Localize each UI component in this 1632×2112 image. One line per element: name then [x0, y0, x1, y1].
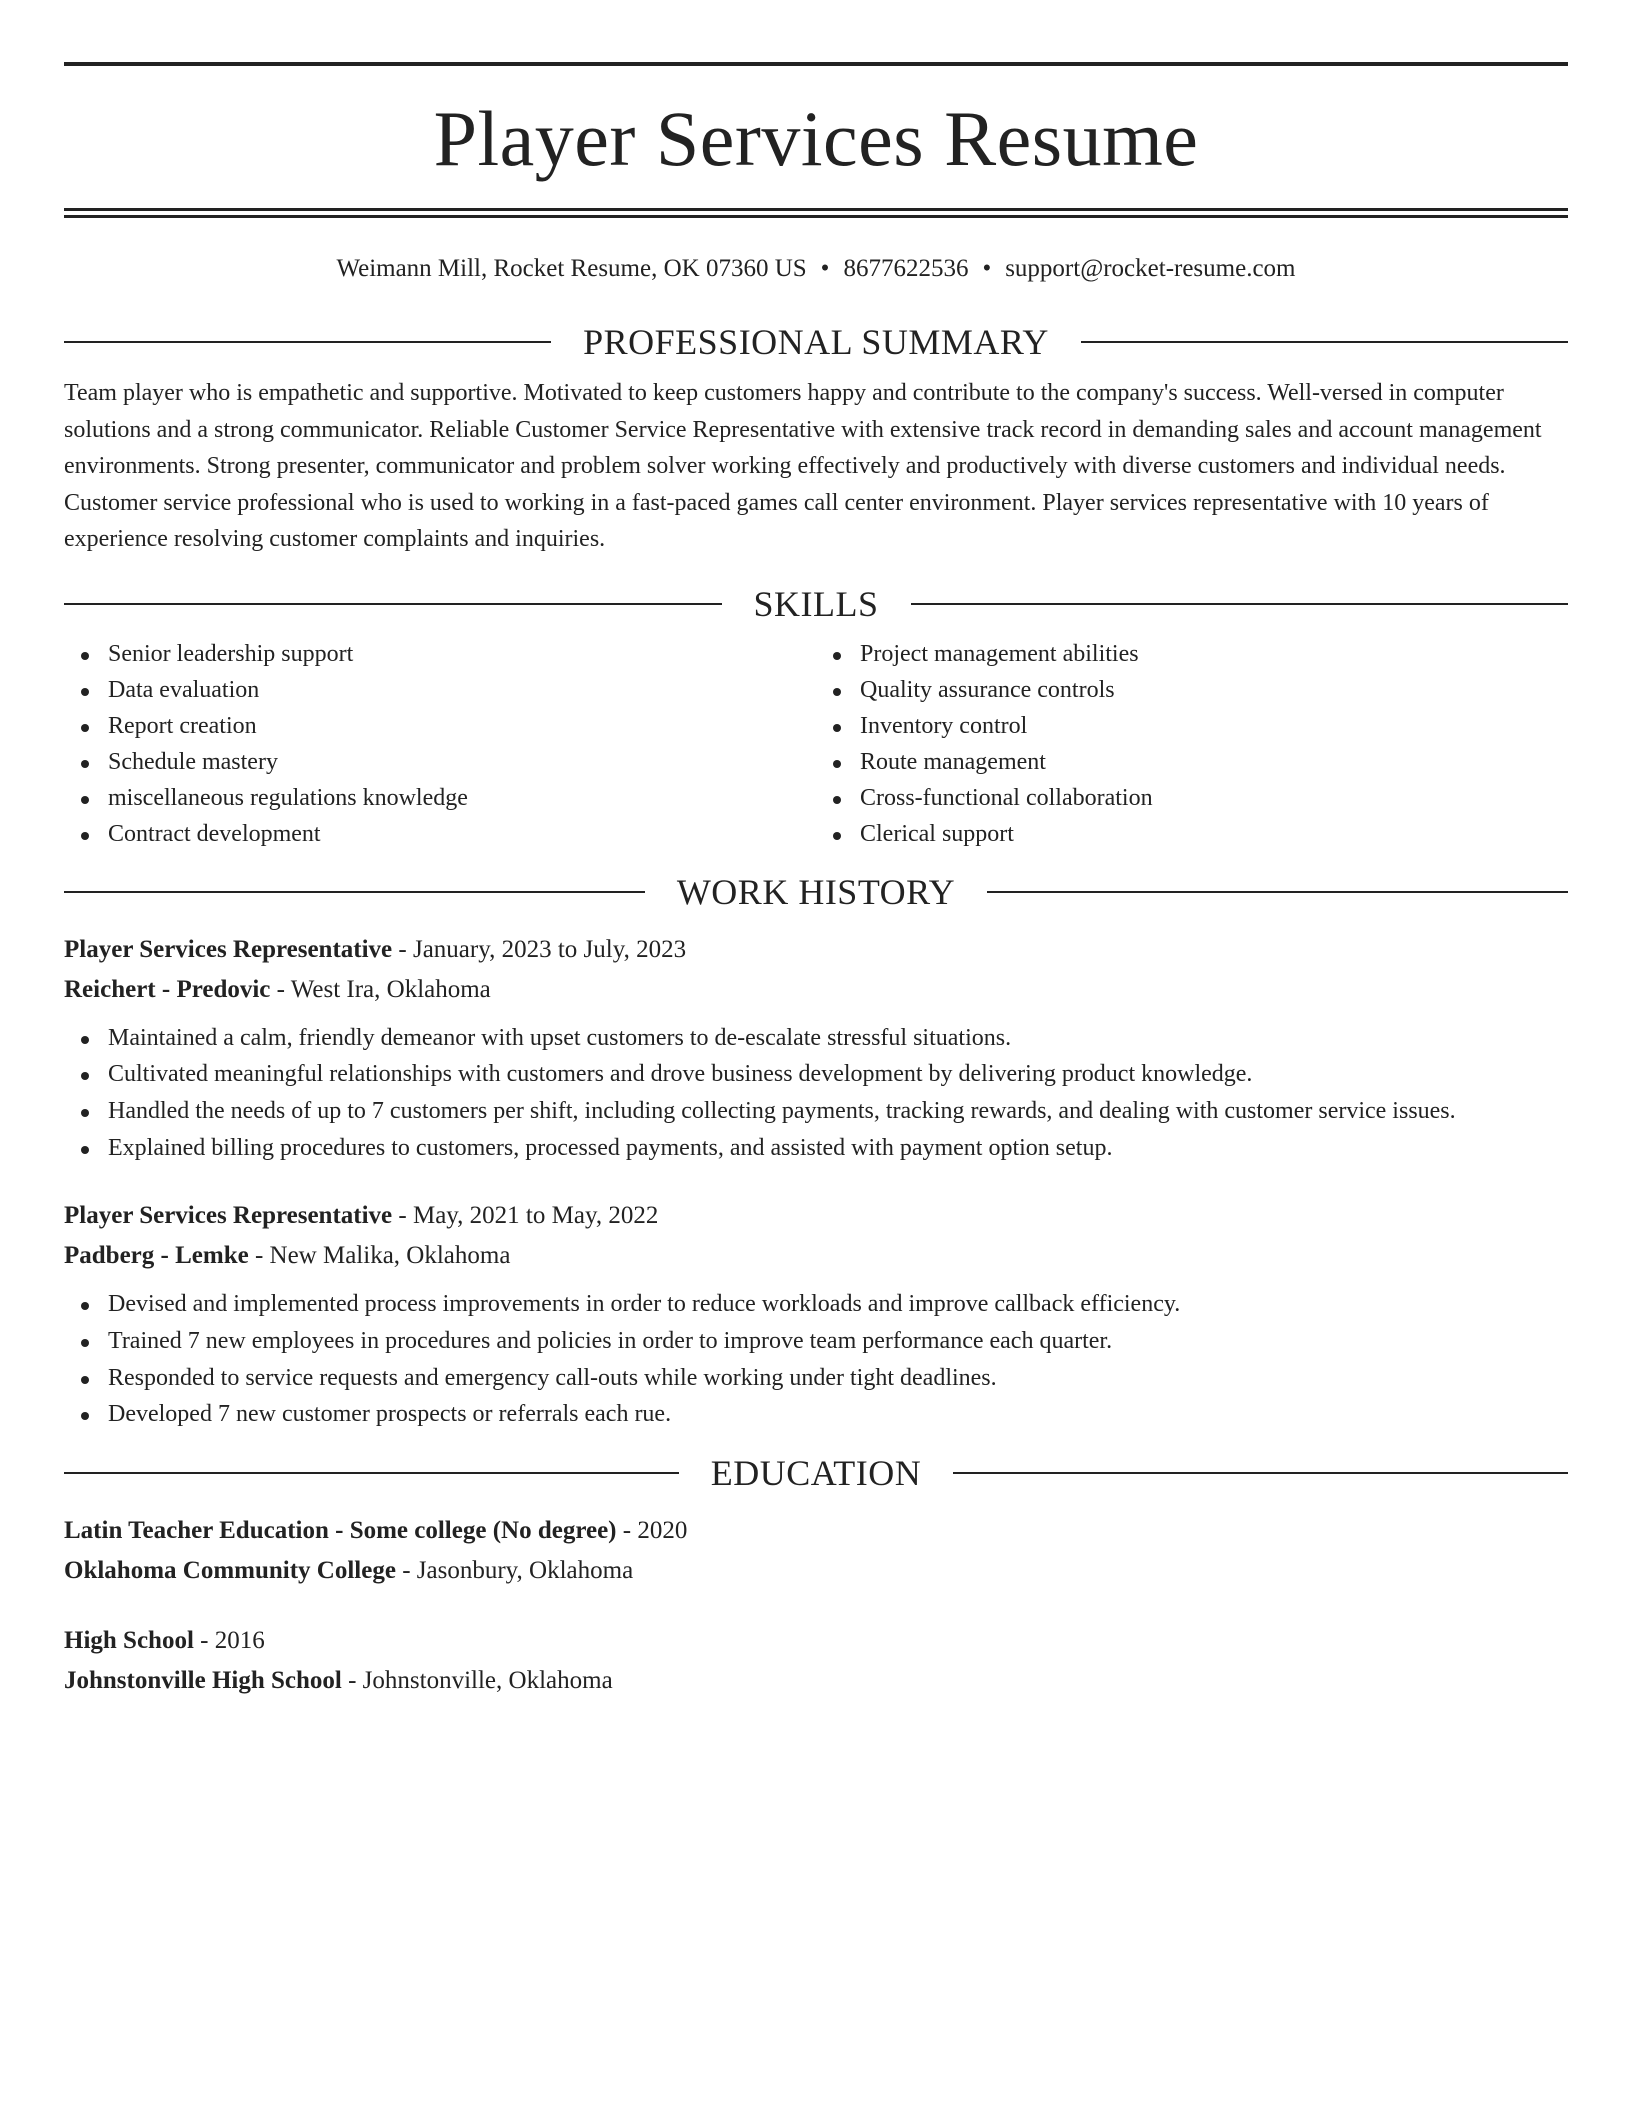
skill-item: Inventory control — [860, 708, 1568, 744]
job-title: Player Services Representative — [64, 1202, 393, 1230]
job-company: Reichert - Predovic — [64, 975, 271, 1003]
job-bullet: Explained billing procedures to customers, processed payments, and assisted with payment option setup. — [108, 1130, 1568, 1167]
work-heading: WORK HISTORY — [676, 871, 956, 912]
skill-item: Report creation — [108, 708, 816, 744]
skills-list-left — [64, 636, 816, 852]
contact-separator: • — [982, 255, 992, 282]
skills-columns — [64, 636, 1568, 852]
education-entry — [64, 1511, 1568, 1591]
education-degree-line — [64, 1621, 1568, 1661]
job-title: Player Services Representative — [64, 935, 393, 963]
contact-email: support@rocket-resume.com — [1005, 255, 1296, 282]
section-rule-right — [911, 603, 1569, 605]
skill-item: miscellaneous regulations knowledge — [108, 780, 816, 816]
skill-item: Contract development — [108, 816, 816, 852]
job-bullet: Developed 7 new customer prospects or referrals each rue. — [108, 1396, 1568, 1433]
job-bullet: Cultivated meaningful relationships with customers and drove business development by delivering product knowledge. — [108, 1056, 1568, 1093]
education-section-header — [64, 1453, 1568, 1493]
job-bullet: Maintained a calm, friendly demeanor with upset customers to de-escalate stressful situations. — [108, 1020, 1568, 1057]
job-location: - New Malika, Oklahoma — [248, 1242, 511, 1270]
section-rule-left — [64, 341, 551, 343]
skill-item: Project management abilities — [860, 636, 1568, 672]
education-entry — [64, 1621, 1568, 1701]
section-rule-left — [64, 603, 722, 605]
header-double-rule — [64, 208, 1568, 218]
education-school-line — [64, 1551, 1568, 1591]
job-company-line — [64, 1236, 1568, 1276]
work-section-header — [64, 872, 1568, 912]
section-rule-left — [64, 1472, 679, 1474]
summary-heading: PROFESSIONAL SUMMARY — [583, 322, 1049, 362]
education-year: - 2016 — [193, 1627, 265, 1655]
job-bullets — [64, 1020, 1568, 1167]
skill-item: Schedule mastery — [108, 744, 816, 780]
job-bullet: Devised and implemented process improvements in order to reduce workloads and improve callback efficiency. — [108, 1286, 1568, 1323]
section-rule-right — [1081, 341, 1568, 343]
skills-heading: SKILLS — [753, 583, 879, 624]
job-entry — [64, 1196, 1568, 1433]
education-degree: Latin Teacher Education - Some college (No degree) — [64, 1517, 617, 1545]
skill-item: Senior leadership support — [108, 636, 816, 672]
resume-title: Player Services Resume — [433, 95, 1199, 182]
summary-text: Team player who is empathetic and supportive. Motivated to keep customers happy and contribute to the company's success. Well-versed in computer solutions and a strong communicator. Reliable Customer Service Representative with extensive track record in demanding sales and account management environments. Strong presenter, communicator and problem solver working effectively and productively with diverse customers and individual needs. Customer service professional who is used to working in a fast-paced games call center environment. Player services representative with 10 years of experience resolving customer complaints and inquiries. — [64, 380, 1542, 552]
education-degree: High School — [64, 1627, 194, 1655]
section-rule-right — [987, 891, 1568, 893]
skill-item: Data evaluation — [108, 672, 816, 708]
education-school: Oklahoma Community College — [64, 1557, 396, 1585]
section-rule-right — [953, 1472, 1568, 1474]
job-location: - West Ira, Oklahoma — [270, 975, 491, 1003]
job-entry — [64, 930, 1568, 1167]
job-bullet: Responded to service requests and emergency call-outs while working under tight deadlines. — [108, 1360, 1568, 1397]
header-top-rule — [64, 62, 1568, 66]
skills-list-right — [816, 636, 1568, 852]
job-dates: - January, 2023 to July, 2023 — [392, 935, 687, 963]
education-location: - Johnstonville, Oklahoma — [341, 1667, 613, 1695]
contact-address: Weimann Mill, Rocket Resume, OK 07360 US — [336, 255, 807, 282]
contact-separator: • — [820, 255, 830, 282]
summary-section-header — [64, 322, 1568, 362]
contact-phone: 8677622536 — [843, 255, 969, 282]
section-rule-left — [64, 891, 645, 893]
education-school-line — [64, 1661, 1568, 1701]
skill-item: Clerical support — [860, 816, 1568, 852]
job-company-line — [64, 970, 1568, 1010]
job-bullet: Trained 7 new employees in procedures and policies in order to improve team performance each quarter. — [108, 1323, 1568, 1360]
education-location: - Jasonbury, Oklahoma — [395, 1557, 634, 1585]
job-bullets — [64, 1286, 1568, 1433]
skill-item: Quality assurance controls — [860, 672, 1568, 708]
contact-line — [64, 254, 1568, 284]
skills-section-header — [64, 584, 1568, 624]
job-dates: - May, 2021 to May, 2022 — [392, 1202, 659, 1230]
job-bullet: Handled the needs of up to 7 customers per shift, including collecting payments, tracking rewards, and dealing with customer service issues. — [108, 1093, 1568, 1130]
job-company: Padberg - Lemke — [64, 1242, 249, 1270]
job-title-line — [64, 1196, 1568, 1236]
education-heading: EDUCATION — [710, 1453, 922, 1494]
education-year: - 2020 — [616, 1517, 688, 1545]
job-title-line — [64, 930, 1568, 970]
education-degree-line — [64, 1511, 1568, 1551]
skill-item: Cross-functional collaboration — [860, 780, 1568, 816]
skill-item: Route management — [860, 744, 1568, 780]
education-school: Johnstonville High School — [64, 1667, 342, 1695]
